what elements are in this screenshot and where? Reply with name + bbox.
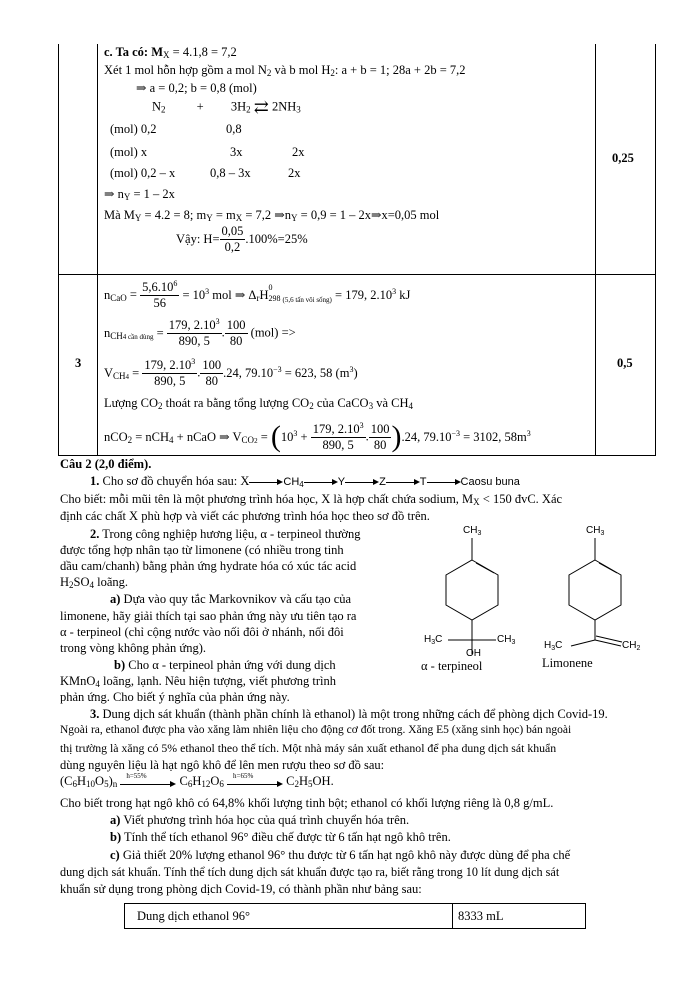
equilibrium-arrow: ⇄ <box>253 97 269 117</box>
mixture-line <box>104 63 466 78</box>
q2a-text: Dựa vào quy tắc Markovnikov và cấu tạo của <box>120 592 352 606</box>
sup: −3 <box>451 429 460 438</box>
composition-divider <box>452 904 453 928</box>
co2-t1: Lượng CO <box>104 396 159 410</box>
q3c-line3: khuẩn sử dụng trong phòng dịch Covid-19, có thành phần như bảng sau: <box>60 882 422 896</box>
frac-num: 100 <box>370 421 390 436</box>
q2-line3: dầu cam/chanh) bằng phản ứng hydrate hóa có xúc tác acid <box>60 559 357 573</box>
q3-line4: dùng nguyên liệu là hạt ngô khô để lên men rượu theo sơ đồ sau: <box>60 758 385 772</box>
composition-table <box>124 903 586 929</box>
q2b-text: Cho α - terpineol phản ứng với dung dịch <box>125 658 336 672</box>
sup: 3 <box>293 429 298 438</box>
yield-fraction <box>220 224 246 255</box>
terpineol-structure <box>446 538 498 654</box>
q2b-line3: phản ứng. Cho biết ý nghĩa của phản ứng này. <box>60 690 290 704</box>
ncao-numerator <box>140 279 179 296</box>
enthalpy-h: H <box>259 287 269 302</box>
sub-2: 2 <box>330 68 335 78</box>
q2-text: Trong công nghiệp hương liệu, α - terpineol thường <box>99 527 361 541</box>
table-cell-ethanol: Dung dịch ethanol 96° <box>137 909 250 923</box>
co2-t4: và CH <box>373 396 409 410</box>
answer-table <box>58 44 656 456</box>
n-letter: n <box>104 325 111 340</box>
e-t1: nCO <box>104 430 128 444</box>
q3-line3: thị trường là xăng có 5% ethanol theo thể tích. Một nhà máy sản xuất ethanol để pha dung dịch sát khuẩn <box>60 741 557 755</box>
lime-note: (5,6 tấn vôi sống) <box>282 295 332 304</box>
q3-line1 <box>90 707 608 722</box>
s2c: O <box>210 774 220 788</box>
h-text: H <box>424 634 432 645</box>
s1d: ) <box>108 774 113 788</box>
q3c-text: Giả thiết 20% lượng ethanol 96° thu được từ 6 tấn hạt ngô khô này được dùng để pha chế <box>119 848 571 862</box>
my-text-2: = 4.2 = 8; m <box>141 208 207 222</box>
s3b: H <box>298 774 309 788</box>
z: Z <box>379 476 386 488</box>
nh3-formula: 2NH <box>271 99 297 114</box>
ncao-num-text: 5,6.10 <box>142 280 174 294</box>
s2: C <box>179 774 188 788</box>
arrow <box>427 478 461 486</box>
sup: 3 <box>349 365 354 374</box>
ny-expr: = 1 – 2x <box>130 187 175 201</box>
ab-result: ⇒ a = 0,2; b = 0,8 (mol) <box>136 81 257 95</box>
t: T <box>419 476 427 488</box>
ch-text: CH <box>622 640 637 651</box>
vco2-fraction-2 <box>369 422 392 453</box>
q3-number: 3. <box>90 707 100 721</box>
yield-line <box>176 224 308 255</box>
q3c-label: c) <box>110 848 120 862</box>
my-text-3: = m <box>212 208 236 222</box>
sub-y: Y <box>291 213 298 223</box>
sup: −3 <box>273 365 282 374</box>
terpineol-label: α - terpineol <box>421 659 483 673</box>
kj-unit: kJ <box>396 287 411 302</box>
plus-sign: + <box>196 99 204 114</box>
score-row1: 0,25 <box>612 151 634 165</box>
q2b-line1 <box>114 658 336 673</box>
sup: 3 <box>392 286 397 296</box>
yield-numerator: 0,05 <box>221 224 244 238</box>
q2b-text2: loãng, lạnh. Nêu hiện tượng, viết phương trình <box>99 674 337 688</box>
ncao-denominator: 56 <box>153 296 166 310</box>
my-text-1: Mà M <box>104 208 135 222</box>
arrow-h65 <box>227 772 283 789</box>
h: H <box>60 575 70 589</box>
sub-298: 298 <box>268 293 281 303</box>
sub-ch: CH <box>110 330 123 341</box>
frac-den: 890, 5 <box>154 374 186 388</box>
q1-desc-text-b: < 150 đvC. Xác <box>479 492 563 506</box>
delta-prefix: mol ⇒ Δ <box>209 287 257 302</box>
vco2-fraction-1 <box>311 421 366 453</box>
sub-y: Y <box>206 213 213 223</box>
sub-3: 3 <box>296 104 301 115</box>
sup-0: 0 <box>268 282 273 292</box>
vco2-line: nCO$_2$ = nCH$_4$ + nCaO ⇒ $V_{CO2} = (10^3$ + $\frac{179, 2.10^3}{890, 5}$ . $\frac{100}{80}$ ).24, $79.10^{-3} = 3102$, $58m^3$ <box>104 420 531 453</box>
kmno: KMnO <box>60 674 96 688</box>
mixture-text-2: và b mol H <box>271 63 331 77</box>
q3-line2: Ngoài ra, ethanol được pha vào xăng làm nhiên liệu cho động cơ đốt trong. Xăng E5 (xăng sinh học) bán ngoài <box>60 724 572 736</box>
mol-row1-b: 0,8 <box>226 122 242 136</box>
vch4-fraction-1 <box>142 357 197 389</box>
table-row-divider <box>58 274 656 275</box>
ncao-fraction <box>140 279 179 311</box>
q3a-label: a) <box>110 813 121 827</box>
h-text: H <box>544 640 552 651</box>
mol-row3-b: 0,8 – 3x <box>210 166 251 180</box>
y: Y <box>337 476 346 488</box>
frac-num: 100 <box>202 357 222 372</box>
n2-formula: N <box>152 99 162 114</box>
mol-row3-c: 2x <box>288 166 301 180</box>
sup: 3 <box>205 286 210 296</box>
ch-text: CH <box>463 525 478 536</box>
q3b-text: Tính thể tích ethanol 96° điều chế được từ 6 tấn hạt ngô khô trên. <box>121 830 451 844</box>
table-border-bottom <box>58 455 656 456</box>
mixture-text-3: : a + b = 1; 28a + 2b = 7,2 <box>334 63 466 77</box>
yield-result: .100%=25% <box>245 232 308 246</box>
yield-denominator: 0,2 <box>224 240 241 254</box>
table-col-divider-1 <box>97 44 98 456</box>
ch-text: CH <box>497 634 512 645</box>
table-border-right <box>655 44 656 456</box>
q1-text: Cho sơ đồ chuyển hóa sau: X <box>99 474 250 488</box>
h3c-label-2: $H_3C$ <box>544 640 563 652</box>
sub-co: CO <box>241 435 255 445</box>
arrow <box>386 478 420 486</box>
ch4: CH <box>283 476 300 488</box>
q3c-line2: dung dịch sát khuẩn. Tính thể tích dung dịch sát khuẩn được tạo ra, biết rằng trong 10 lít dung dịch sát <box>60 865 560 879</box>
equals: = <box>126 287 141 302</box>
arrow <box>304 478 338 486</box>
ncao-value: = 10 <box>179 287 206 302</box>
table-col-divider-2 <box>595 44 596 456</box>
h65: h=65% <box>233 772 254 781</box>
s1: (C <box>60 774 73 788</box>
h3c-label-1: $H_3C$ <box>424 634 443 646</box>
sub-x: X <box>235 213 243 223</box>
frac-den: 890, 5 <box>322 438 354 452</box>
co2-t2: thoát ra bằng tổng lượng CO <box>162 396 310 410</box>
vch4-line: $V_{CH4}$ = $\frac{179, 2.10^3}{890, 5}$ . $\frac{100}{80}$ .24, $79.10^{-3} = 623$, 58 $(m^3)$ <box>104 357 358 388</box>
equals: = <box>129 365 143 380</box>
q3b-line <box>110 830 451 845</box>
q2b-line2: KMnO$_4$ loãng, lạnh. Nêu hiện tượng, viết phương trình <box>60 674 337 689</box>
e-t2: = nCH <box>132 430 170 444</box>
vch4-mult: .24, 79.10 <box>223 366 274 380</box>
q2-line1 <box>90 527 360 542</box>
arrow-h55 <box>120 772 176 789</box>
sup: 3 <box>191 357 196 366</box>
q2-number: 2. <box>90 527 100 541</box>
n-letter: n <box>104 287 111 302</box>
left-paren: ( <box>270 420 281 453</box>
yield-label: Vậy: H= <box>176 232 220 246</box>
q3b-label: b) <box>110 830 122 844</box>
q3-text: Dung dịch sát khuẩn (thành phần chính là ethanol) là một trong những cách để phòng dịch Covid-19. <box>99 707 608 721</box>
ch3-label-1: $CH_3$ <box>463 525 482 537</box>
fermentation-scheme: $(C_6H_{10}O_5)_n$ h=55% $C_6H_{12}O_6$ h=65% $C_2H_5OH$. <box>60 772 334 789</box>
frac-num: 179, 2.10 <box>312 422 360 436</box>
needed-note: cần dùng <box>126 332 154 341</box>
sub-2: 2 <box>246 104 251 115</box>
q2-line2: được tổng hợp nhân tạo từ limonene (có nhiều trong tinh <box>60 543 344 557</box>
frac-den: 890, 5 <box>178 334 210 348</box>
vch4-result: = 623, 58 (m <box>281 366 350 380</box>
q2a-line1 <box>110 592 351 607</box>
table-border-left <box>58 44 59 456</box>
sup: 3 <box>215 317 220 326</box>
dot: . <box>221 325 225 340</box>
nch4-fraction-2 <box>225 318 248 349</box>
co2-t3: của CaCO <box>313 396 369 410</box>
mol-unit: (mol) => <box>247 325 296 340</box>
mol-row1-a: (mol) 0,2 <box>110 122 157 136</box>
frac-num: 179, 2.10 <box>168 318 216 332</box>
plus: + <box>297 430 311 444</box>
q1-desc-1: Cho biết: mỗi mũi tên là một phương trình hóa học, X là hợp chất chứa sodium, $M_X < 150$ đvC. Xác <box>60 492 563 507</box>
question-number-3: 3 <box>75 356 82 370</box>
question-2-title: Câu 2 (2,0 điểm). <box>60 457 152 471</box>
sub-y: Y <box>123 192 131 202</box>
frac-den: 80 <box>205 373 218 388</box>
q2-line4: $H_2SO_4$ loãng. <box>60 575 129 590</box>
q1-desc-text: Cho biết: mỗi mũi tên là một phương trình hóa học, X là hợp chất chứa sodium, M <box>60 492 474 506</box>
sub-r: r <box>256 292 260 303</box>
mixture-text-1: Xét 1 mol hỗn hợp gồm a mol N <box>104 63 267 77</box>
q2b-label: b) <box>114 658 126 672</box>
my-line <box>104 207 439 223</box>
part-c-label: c. Ta có: M <box>104 45 164 59</box>
my-text-5: = 0,9 = 1 – 2x⇒x=0,05 mol <box>297 208 440 222</box>
caosu-buna: Caosu buna <box>460 476 520 488</box>
q1-number: 1. <box>90 474 100 488</box>
q1-desc-2: định các chất X phù hợp và viết các phương trình hóa học theo sơ đồ trên. <box>60 509 430 523</box>
table-cell-volume: 8333 mL <box>458 909 504 923</box>
limonene-structure <box>569 538 622 646</box>
so: SO <box>73 575 90 589</box>
q2a-line4: trong vòng không phản ứng). <box>60 641 206 655</box>
e-t3: + nCaO ⇒ V <box>173 430 242 444</box>
frac-num: 179, 2.10 <box>144 358 192 372</box>
ch3-label-2: $CH_3$ <box>586 525 605 537</box>
ch2-label: $CH_2$ <box>622 640 641 652</box>
equals: = <box>257 430 271 444</box>
mol-row2-b: 3x <box>230 145 243 159</box>
sub-cao: CaO <box>110 292 127 303</box>
q3-line5: Cho biết trong hạt ngô khô có 64,8% khối lượng tinh bột; ethanol có khối lượng riêng là 0,8 g/mL. <box>60 796 554 810</box>
ncao-line <box>104 279 410 311</box>
nch4-fraction-1 <box>167 317 222 349</box>
enthalpy-value: = 179, 2.10 <box>331 287 393 302</box>
vco2-mult: .24, 79.10 <box>401 430 452 444</box>
frac-num: 100 <box>226 317 246 332</box>
equals: = <box>153 325 167 340</box>
oh-label: OH <box>466 648 481 659</box>
mol-row3-a: (mol) 0,2 – x <box>110 166 176 180</box>
vch4-fraction-2 <box>200 358 223 389</box>
vco2-result: = 3102, 58m <box>459 430 527 444</box>
q2a-label: a) <box>110 592 121 606</box>
mol-row2-a: (mol) x <box>110 145 148 159</box>
s1c: O <box>95 774 105 788</box>
arrow <box>345 478 379 486</box>
nch4-line <box>104 317 296 349</box>
q2a-line3: α - terpineol (chỉ cộng nước vào nối đôi ở nhánh, nối đôi <box>60 625 344 639</box>
ten: 10 <box>280 430 294 444</box>
paren: ) <box>353 366 358 380</box>
mx-value: = 4.1,8 = 7,2 <box>169 45 237 59</box>
enthalpy-indices <box>268 282 283 303</box>
q3a-line <box>110 813 409 828</box>
ny-text: ⇒ n <box>104 187 124 201</box>
sub-y: Y <box>134 213 142 223</box>
frac-den: 80 <box>373 437 387 452</box>
sup: 3 <box>526 429 531 438</box>
s3c: OH. <box>312 774 334 788</box>
sub-2: 2 <box>266 68 272 78</box>
q2a-line2: limonene, hãy giải thích tại sao phản ứng này ưu tiên tạo ra <box>60 609 357 623</box>
q3a-text: Viết phương trình hóa học của quá trình chuyển hóa trên. <box>120 813 410 827</box>
right-paren: ) <box>391 420 402 453</box>
co2-text: Lượng $CO_2$ thoát ra bằng tổng lượng $CO_2$ của CaCO$_3$ và $CH_4$ <box>104 396 413 411</box>
arrow <box>249 478 283 486</box>
s1b: H <box>77 774 87 788</box>
loang: loãng. <box>94 575 129 589</box>
reaction-equation <box>152 97 301 118</box>
score-row2: 0,5 <box>617 356 633 370</box>
frac-den: 80 <box>229 333 243 348</box>
q3c-line1 <box>110 848 570 863</box>
sub-x: X <box>163 50 170 60</box>
ny-line <box>104 186 175 202</box>
q1-scheme: 1. Cho sơ đồ chuyển hóa sau: X $CH_4$ Y Z T Caosu buna <box>90 474 520 489</box>
mol-row2-c: 2x <box>292 145 305 159</box>
s2b: H <box>192 774 202 788</box>
sub-2: 2 <box>161 104 166 115</box>
ncao-symbol <box>104 288 127 302</box>
ch-text: CH <box>586 525 601 536</box>
h2-formula: 3H <box>230 99 247 114</box>
sup: 3 <box>359 421 364 430</box>
sub-4: 4 <box>122 332 127 341</box>
limonene-label: Limonene <box>542 656 593 670</box>
s3: C <box>286 774 295 788</box>
my-text-4: = 7,2 ⇒n <box>242 208 292 222</box>
ch3-label-3: $CH_3$ <box>497 634 516 646</box>
sup: 6 <box>173 279 178 288</box>
h55: h=55% <box>126 772 147 781</box>
v-letter: V <box>104 365 114 380</box>
